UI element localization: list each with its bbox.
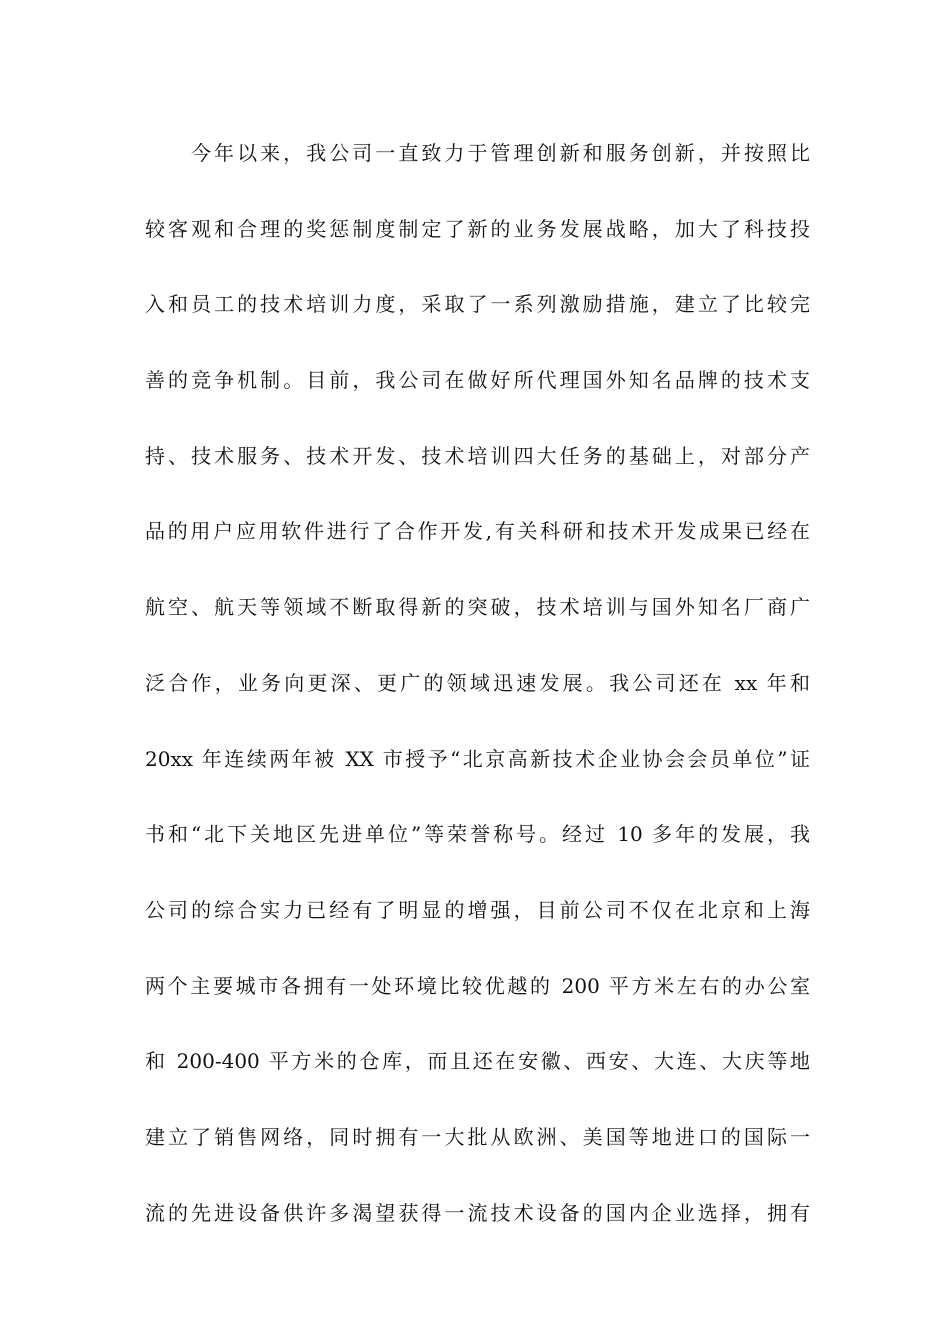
paragraph-line: 持、技术服务、技术开发、技术培训四大任务的基础上，对部分产 xyxy=(145,443,810,468)
paragraph-line: 流的先进设备供许多渴望获得一流技术设备的国内企业选择，拥有 xyxy=(145,1200,810,1225)
paragraph-line: 今年以来，我公司一直致力于管理创新和服务创新，并按照比 xyxy=(191,141,810,165)
paragraph-line: 两个主要城市各拥有一处环境比较优越的 200 平方米左右的办公室 xyxy=(145,973,810,998)
paragraph-line: 和 200-400 平方米的仓库，而且还在安徽、西安、大连、大庆等地 xyxy=(145,1049,810,1074)
paragraph-line: 较客观和合理的奖惩制度制定了新的业务发展战略，加大了科技投 xyxy=(145,216,810,241)
paragraph-line: 善的竞争机制。目前，我公司在做好所代理国外知名品牌的技术支 xyxy=(145,368,810,393)
paragraph-line: 建立了销售网络，同时拥有一大批从欧洲、美国等地进口的国际一 xyxy=(145,1124,810,1149)
paragraph-line: 入和员工的技术培训力度，采取了一系列激励措施，建立了比较完 xyxy=(145,292,810,317)
paragraph-line: 公司的综合实力已经有了明显的增强，目前公司不仅在北京和上海 xyxy=(145,897,810,922)
paragraph-line: 20xx 年连续两年被 XX 市授予“北京高新技术企业协会会员单位”证 xyxy=(145,746,810,771)
paragraph-line: 品的用户应用软件进行了合作开发,有关科研和技术开发成果已经在 xyxy=(145,519,810,544)
body-paragraph xyxy=(145,133,810,1268)
paragraph-line: 书和“北下关地区先进单位”等荣誉称号。经过 10 多年的发展，我 xyxy=(145,822,810,847)
paragraph-line: 航空、航天等领域不断取得新的突破，技术培训与国外知名厂商广 xyxy=(145,595,810,620)
paragraph-line: 泛合作，业务向更深、更广的领域迅速发展。我公司还在 xx 年和 xyxy=(145,670,810,695)
